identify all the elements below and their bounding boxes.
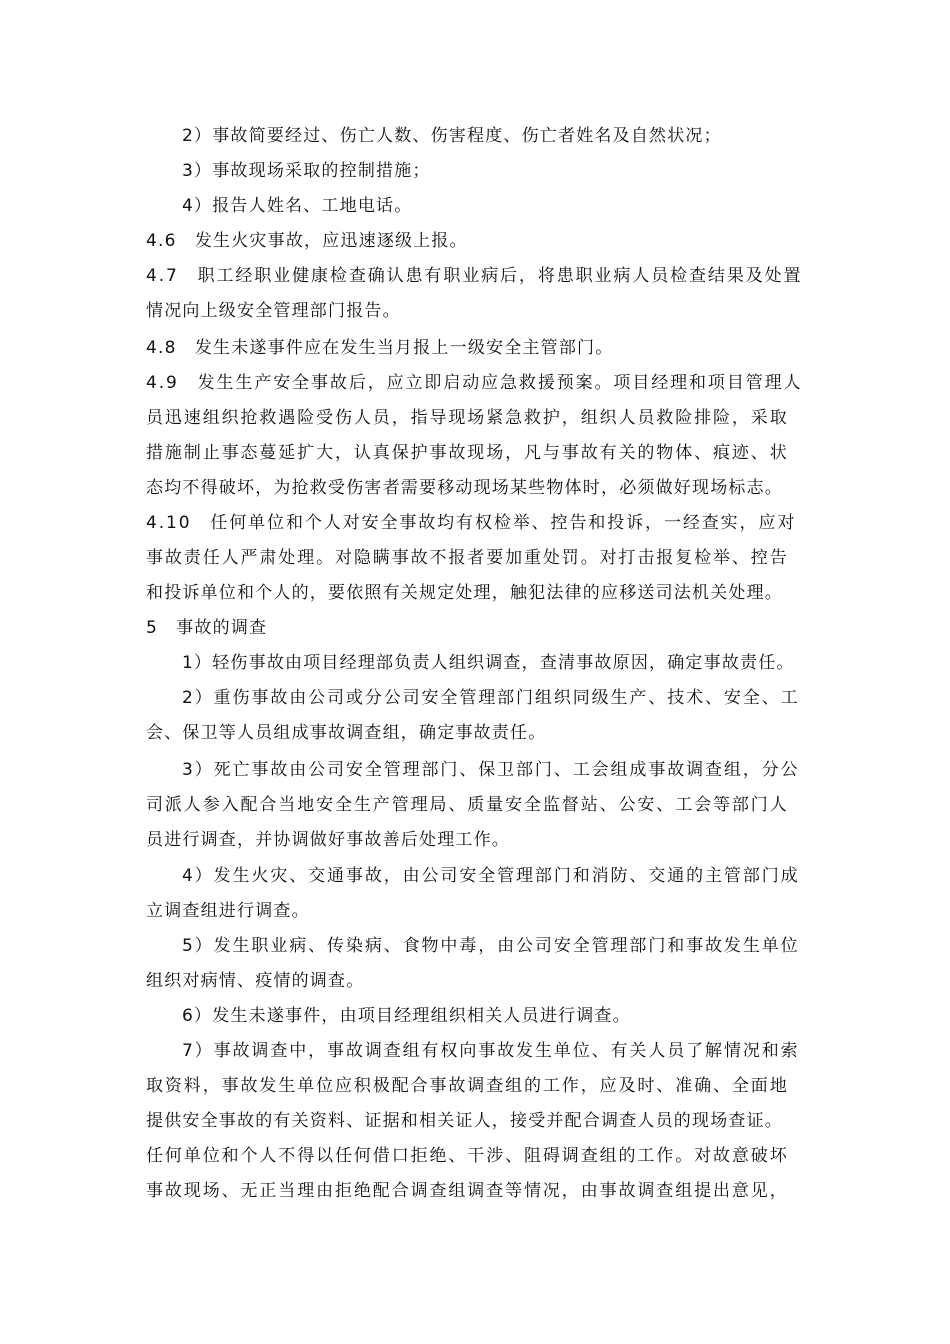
text-line: 员迅速组织抢救遇险受伤人员，指导现场紧急救护，组织人员救险排险，采取 <box>146 408 789 428</box>
text-line: 员进行调查，并协调做好事故善后处理工作。 <box>146 830 510 850</box>
text-line: 组织对病情、疫情的调查。 <box>146 971 365 991</box>
text-line: 任何单位和个人不得以任何借口拒绝、干涉、阻碍调查组的工作。对故意破坏 <box>146 1146 789 1166</box>
section-heading-4-8: 4.8 发生未遂事件应在发生当月报上一级安全主管部门。 <box>146 338 614 358</box>
text-line: 5）发生职业病、传染病、食物中毒，由公司安全管理部门和事故发生单位 <box>182 936 800 956</box>
text-line: 1）轻伤事故由项目经理部负责人组织调查，查清事故原因，确定事故责任。 <box>182 653 795 673</box>
text-line: 措施制止事态蔓延扩大，认真保护事故现场，凡与事故有关的物体、痕迹、状 <box>146 443 789 463</box>
text-line: 4）报告人姓名、工地电话。 <box>182 196 413 216</box>
text-line: 3）事故现场采取的控制措施； <box>182 161 431 181</box>
text-line: 事故现场、无正当理由拒绝配合调查组调查等情况，由事故调查组提出意见， <box>146 1181 789 1201</box>
text-line: 6）发生未遂事件，由项目经理组织相关人员进行调查。 <box>182 1006 631 1026</box>
text-line: 2）重伤事故由公司或分公司安全管理部门组织同级生产、技术、安全、工 <box>182 688 800 708</box>
text-line: 4.7 职工经职业健康检查确认患有职业病后，将患职业病人员检查结果及处置 <box>146 266 803 286</box>
text-line: 3）死亡事故由公司安全管理部门、保卫部门、工会组成事故调查组，分公 <box>182 760 800 780</box>
text-line: 和投诉单位和个人的，要依照有关规定处理，触犯法律的应移送司法机关处理。 <box>146 583 783 603</box>
text-line: 取资料，事故发生单位应积极配合事故调查组的工作，应及时、准确、全面地 <box>146 1076 789 1096</box>
text-line: 事故责任人严肃处理。对隐瞒事故不报者要加重处罚。对打击报复检举、控告 <box>146 548 789 568</box>
section-heading-5: 5 事故的调查 <box>146 618 268 638</box>
text-line: 4）发生火灾、交通事故，由公司安全管理部门和消防、交通的主管部门成 <box>182 866 800 886</box>
text-line: 提供安全事故的有关资料、证据和相关证人，接受并配合调查人员的现场查证。 <box>146 1111 783 1131</box>
text-line: 4.9 发生生产安全事故后，应立即启动应急救援预案。项目经理和项目管理人 <box>146 373 803 393</box>
text-line: 立调查组进行调查。 <box>146 901 310 921</box>
text-line: 司派人参入配合当地安全生产管理局、质量安全监督站、公安、工会等部门人 <box>146 795 789 815</box>
text-line: 情况向上级安全管理部门报告。 <box>146 301 401 321</box>
text-line: 2）事故简要经过、伤亡人数、伤害程度、伤亡者姓名及自然状况； <box>182 126 722 146</box>
text-line: 4.10 任何单位和个人对安全事故均有权检举、控告和投诉，一经查实，应对 <box>146 513 797 533</box>
text-line: 7）事故调查中，事故调查组有权向事故发生单位、有关人员了解情况和索 <box>182 1041 800 1061</box>
text-line: 态均不得破坏，为抢救受伤害者需要移动现场某些物体时，必须做好现场标志。 <box>146 478 783 498</box>
text-line: 会、保卫等人员组成事故调查组，确定事故责任。 <box>146 723 547 743</box>
section-heading-4-6: 4.6 发生火灾事故，应迅速逐级上报。 <box>146 231 468 251</box>
